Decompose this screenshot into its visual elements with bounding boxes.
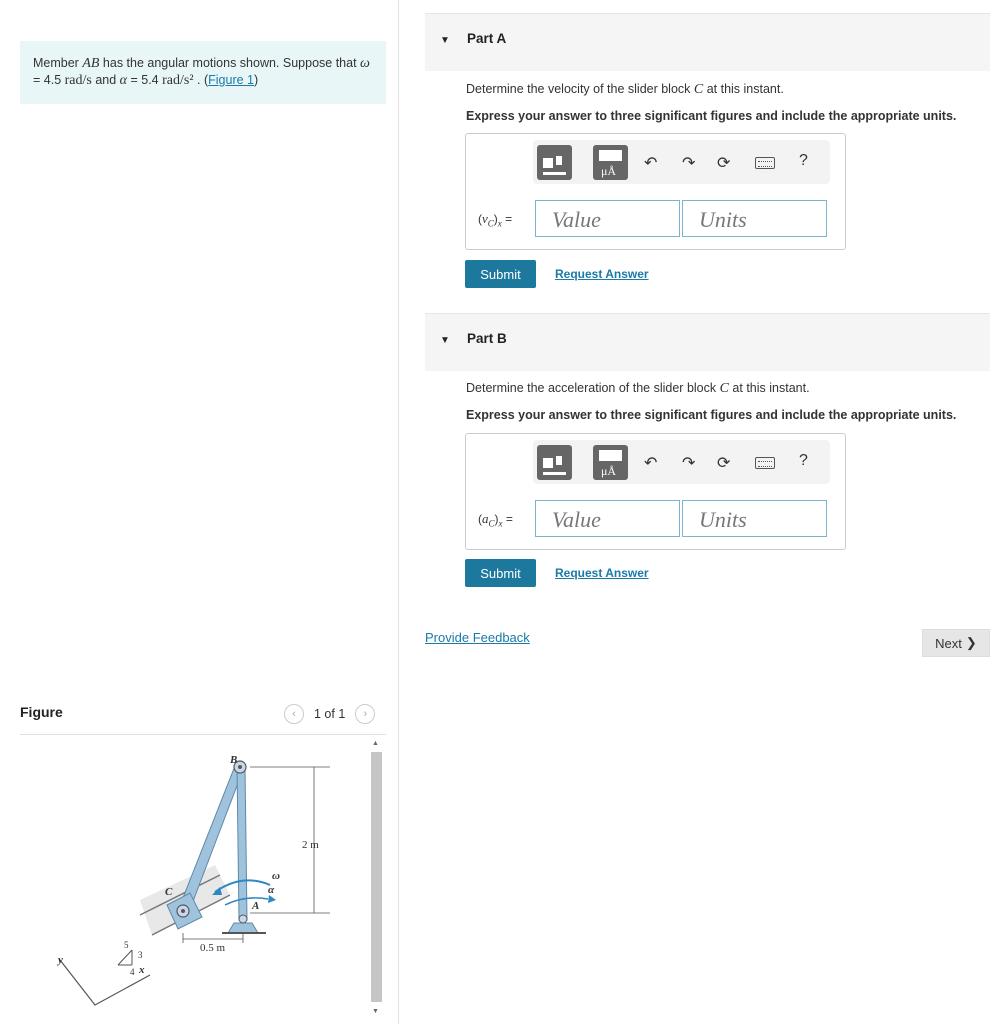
scroll-down-icon[interactable]: ▼ bbox=[372, 1008, 379, 1015]
next-button[interactable] bbox=[922, 629, 990, 657]
label-y: y bbox=[58, 954, 63, 966]
next-label: Next bbox=[935, 635, 962, 651]
label-slope-3: 3 bbox=[138, 950, 143, 960]
question-text: Determine the velocity of the slider block bbox=[466, 82, 694, 96]
question-var: C bbox=[693, 82, 704, 97]
question-var: C bbox=[719, 381, 729, 396]
redo-icon[interactable]: ↷ bbox=[682, 455, 696, 472]
keyboard-icon[interactable] bbox=[755, 157, 775, 169]
keyboard-icon[interactable] bbox=[755, 457, 775, 469]
part-a-toolbar bbox=[533, 140, 830, 184]
part-b-question bbox=[466, 381, 810, 397]
symbols-square bbox=[599, 450, 622, 461]
alpha-value: = 5.4 bbox=[127, 73, 163, 87]
part-a-request-answer-link[interactable]: Request Answer bbox=[555, 267, 649, 281]
slope-triangle bbox=[118, 950, 132, 965]
support-a bbox=[222, 915, 266, 933]
equals: = bbox=[501, 212, 513, 226]
alpha-unit: rad/s² bbox=[162, 73, 194, 88]
scroll-up-icon[interactable]: ▲ bbox=[372, 740, 379, 747]
figure-scrollbar[interactable] bbox=[370, 740, 383, 1024]
problem-statement bbox=[20, 41, 386, 104]
omega-symbol: ω bbox=[360, 56, 370, 71]
part-a-title: Part A bbox=[467, 31, 507, 46]
part-b-units-input[interactable] bbox=[682, 500, 827, 537]
templates-button[interactable] bbox=[537, 145, 572, 180]
provide-feedback-link[interactable]: Provide Feedback bbox=[425, 630, 530, 645]
template-square bbox=[554, 154, 564, 167]
ground-line bbox=[60, 960, 150, 1005]
chevron-left-icon: ‹ bbox=[292, 708, 296, 720]
label-x: x bbox=[139, 964, 145, 976]
part-a-units-input[interactable] bbox=[682, 200, 827, 237]
right-panel bbox=[399, 0, 1007, 1024]
mechanism-figure bbox=[40, 745, 340, 1020]
omega-unit: rad/s bbox=[64, 73, 92, 88]
mu-angstrom-icon: μÅ bbox=[601, 464, 617, 478]
label-slope-4: 4 bbox=[130, 967, 135, 977]
part-b-header[interactable] bbox=[425, 314, 990, 371]
template-square bbox=[543, 458, 553, 468]
alpha-symbol: α bbox=[119, 73, 128, 88]
part-b-submit-button[interactable]: Submit bbox=[465, 559, 536, 587]
var-x-subscript: x bbox=[498, 518, 503, 529]
part-b-value-input[interactable] bbox=[535, 500, 680, 537]
label-c: C bbox=[165, 886, 173, 898]
label-height: 2 m bbox=[302, 839, 319, 851]
question-text: Determine the acceleration of the slider block bbox=[466, 381, 720, 395]
part-a-submit-button[interactable]: Submit bbox=[465, 260, 536, 288]
part-b-answer-box bbox=[465, 433, 846, 550]
chevron-right-icon: › bbox=[363, 708, 368, 720]
undo-icon[interactable]: ↶ bbox=[644, 155, 658, 172]
problem-text: . ( bbox=[193, 73, 209, 87]
template-square bbox=[554, 454, 564, 467]
paren: ) bbox=[494, 512, 499, 526]
var-subscript: C bbox=[488, 518, 495, 529]
label-a: A bbox=[252, 900, 260, 912]
part-b-variable-label bbox=[478, 511, 513, 528]
caret-down-icon[interactable]: ▼ bbox=[440, 35, 450, 46]
var-symbol: v bbox=[482, 211, 488, 226]
help-icon[interactable]: ? bbox=[799, 152, 808, 169]
chevron-right-icon: ❯ bbox=[965, 635, 977, 650]
symbols-button[interactable] bbox=[593, 445, 628, 480]
paren: ( bbox=[478, 212, 482, 226]
templates-button[interactable] bbox=[537, 445, 572, 480]
label-b: B bbox=[230, 754, 238, 766]
part-a-instruction: Express your answer to three significant figures and include the appropriate units. bbox=[466, 109, 957, 123]
help-icon[interactable]: ? bbox=[799, 452, 808, 469]
symbols-button[interactable] bbox=[593, 145, 628, 180]
part-a-question bbox=[466, 82, 784, 98]
template-bar bbox=[543, 472, 566, 475]
template-square bbox=[543, 158, 553, 168]
next-figure-button[interactable] bbox=[355, 704, 375, 724]
prev-figure-button[interactable] bbox=[284, 704, 304, 724]
label-alpha: α bbox=[268, 884, 275, 896]
paren: ( bbox=[478, 512, 482, 526]
pin-b-center bbox=[238, 765, 242, 769]
problem-text: and bbox=[91, 73, 120, 87]
mu-angstrom-icon: μÅ bbox=[601, 164, 617, 178]
part-b-toolbar bbox=[533, 440, 830, 484]
label-slope-5: 5 bbox=[124, 940, 129, 950]
part-a-answer-box bbox=[465, 133, 846, 250]
undo-icon[interactable]: ↶ bbox=[644, 455, 658, 472]
part-a-header[interactable] bbox=[425, 14, 990, 71]
part-b-title: Part B bbox=[467, 331, 507, 346]
figure-nav bbox=[284, 704, 375, 724]
problem-text: has the angular motions shown. Suppose that bbox=[99, 56, 361, 70]
part-a-value-input[interactable] bbox=[535, 200, 680, 237]
part-b-instruction: Express your answer to three significant figures and include the appropriate units. bbox=[466, 408, 957, 422]
figure-divider bbox=[20, 734, 386, 735]
reset-icon[interactable]: ⟳ bbox=[717, 455, 731, 472]
question-text: at this instant. bbox=[728, 381, 810, 395]
member-vertical bbox=[237, 767, 247, 920]
var-subscript: C bbox=[487, 218, 494, 229]
part-a-variable-label bbox=[478, 211, 512, 228]
problem-text: ) bbox=[254, 73, 259, 87]
part-b-request-answer-link[interactable]: Request Answer bbox=[555, 566, 649, 580]
omega-value: = 4.5 bbox=[33, 73, 65, 87]
label-omega: ω bbox=[272, 870, 280, 882]
paren: ) bbox=[493, 212, 498, 226]
symbols-square bbox=[599, 150, 622, 161]
template-bar bbox=[543, 172, 566, 175]
pin-c-center bbox=[181, 909, 185, 913]
left-panel bbox=[0, 0, 399, 1024]
label-width: 0.5 m bbox=[200, 942, 226, 954]
figure-link[interactable]: Figure 1 bbox=[208, 73, 254, 87]
member-symbol: AB bbox=[82, 56, 100, 71]
caret-down-icon[interactable]: ▼ bbox=[440, 335, 450, 346]
figure-counter: 1 of 1 bbox=[314, 707, 346, 721]
reset-icon[interactable]: ⟳ bbox=[717, 155, 731, 172]
scroll-thumb[interactable] bbox=[371, 752, 382, 1002]
var-x-subscript: x bbox=[497, 218, 502, 229]
figure-title: Figure bbox=[20, 704, 63, 720]
alpha-arrowhead bbox=[268, 895, 276, 903]
question-text: at this instant. bbox=[703, 82, 784, 96]
problem-text: Member bbox=[33, 56, 83, 70]
redo-icon[interactable]: ↷ bbox=[682, 155, 696, 172]
equals: = bbox=[502, 512, 513, 526]
var-symbol: a bbox=[482, 511, 489, 526]
